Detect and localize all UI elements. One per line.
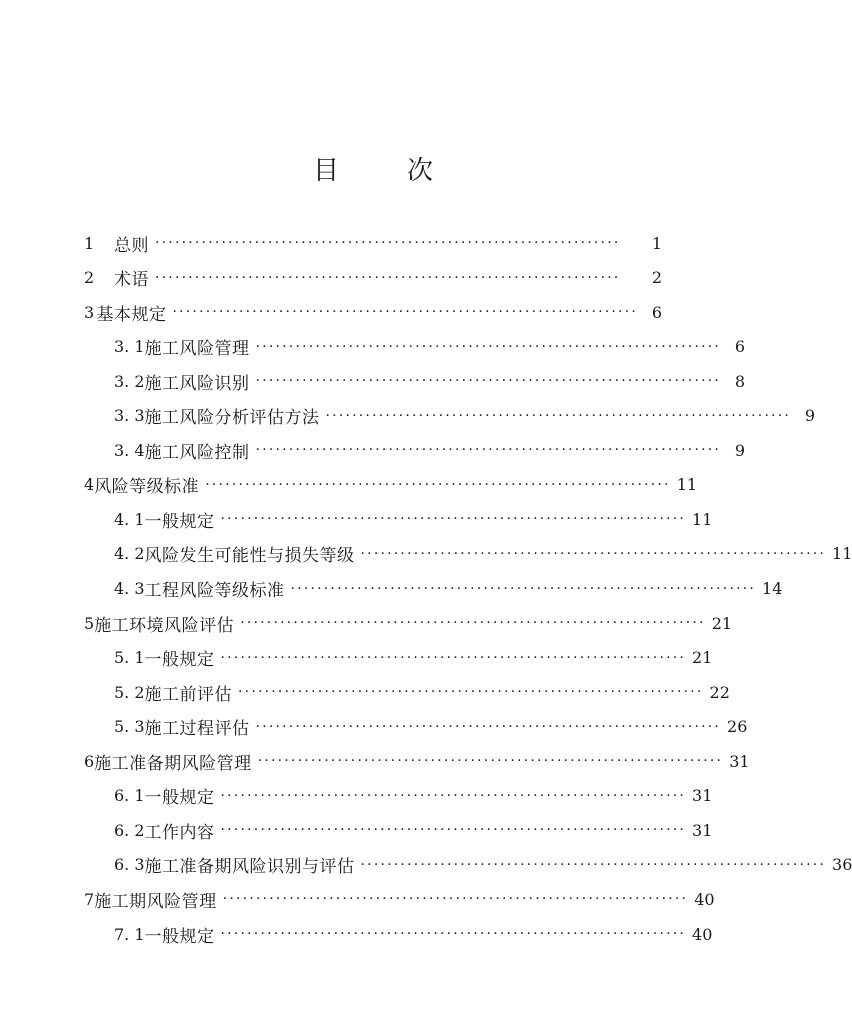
toc-entry-label: 施工准备期风险识别与评估 — [144, 857, 355, 878]
toc-dot-leader: ······································································ — [255, 718, 722, 735]
toc-dot-leader: ······································································ — [220, 649, 687, 666]
toc-chapter-entry[interactable] — [84, 744, 750, 778]
toc-entry-number: 6. 2 — [114, 820, 145, 840]
toc-entry-label: 施工前评估 — [144, 684, 233, 705]
toc-entry-page-number: 9 — [804, 406, 816, 426]
toc-entry-label: 基本规定 — [96, 304, 167, 325]
toc-section-entry[interactable] — [84, 433, 746, 467]
toc-section-entry[interactable] — [84, 813, 713, 847]
toc-entry-label: 施工风险分析评估方法 — [144, 408, 320, 429]
toc-chapter-entry[interactable] — [84, 295, 662, 329]
toc-entry-page-number: 11 — [676, 475, 698, 495]
toc-entry-page-number: 31 — [692, 820, 713, 840]
toc-section-entry[interactable] — [84, 710, 748, 744]
toc-entry-page-number: 8 — [734, 371, 746, 391]
toc-entry-page-number: 21 — [692, 648, 713, 668]
toc-entry-label: 施工风险识别 — [144, 373, 250, 394]
toc-entry-page-number: 26 — [727, 717, 748, 737]
toc-chapter-entry[interactable] — [84, 882, 715, 916]
toc-entry-label: 施工环境风险评估 — [94, 615, 235, 636]
toc-dot-leader: ······································································ — [290, 580, 757, 597]
toc-entry-number: 6. 3 — [114, 855, 145, 875]
toc-entry-page-number: 9 — [734, 440, 746, 460]
toc-entry-label: 一般规定 — [144, 650, 215, 671]
toc-dot-leader: ······································································ — [172, 304, 638, 321]
toc-dot-leader: ······································································ — [360, 545, 827, 562]
toc-section-entry[interactable] — [84, 641, 713, 675]
toc-entry-page-number: 31 — [729, 751, 750, 771]
toc-entry-page-number: 31 — [692, 786, 713, 806]
toc-dot-leader: ······································································ — [220, 787, 687, 804]
toc-dot-leader: ······································································ — [255, 442, 722, 459]
toc-entry-page-number: 22 — [709, 682, 730, 702]
toc-entry-label: 施工过程评估 — [144, 719, 250, 740]
toc-entry-number: 3. 4 — [114, 440, 145, 460]
toc-section-entry[interactable] — [84, 917, 713, 951]
toc-entry-label: 一般规定 — [144, 926, 215, 947]
toc-entry-label: 一般规定 — [144, 511, 215, 532]
toc-dot-leader: ······································································ — [255, 338, 722, 355]
toc-section-entry[interactable] — [84, 330, 746, 364]
toc-section-entry[interactable] — [84, 675, 730, 709]
toc-chapter-entry[interactable] — [84, 261, 662, 295]
toc-section-entry[interactable] — [84, 848, 852, 882]
toc-chapter-entry[interactable] — [84, 226, 662, 260]
toc-dot-leader: ······································································ — [220, 926, 687, 942]
toc-chapter-entry[interactable] — [84, 468, 698, 502]
toc-entry-page-number: 14 — [762, 579, 783, 598]
toc-section-entry[interactable] — [84, 364, 746, 398]
toc-entry-number: 1 — [84, 233, 95, 253]
toc-entry-page-number: 40 — [694, 889, 715, 909]
toc-dot-leader: ······································································ — [240, 615, 706, 632]
toc-entry-page-number: 11 — [692, 509, 713, 529]
toc-dot-leader: ······································································ — [220, 511, 687, 528]
toc-entry-number: 3. 3 — [114, 406, 145, 426]
toc-entry-page-number: 40 — [692, 924, 713, 944]
toc-entry-label: 施工准备期风险管理 — [94, 753, 252, 774]
toc-dot-leader: ······································································ — [238, 684, 704, 701]
toc-entry-label: 术语 — [114, 270, 149, 291]
toc-entry-number: 4. 1 — [114, 509, 145, 529]
toc-entry-label: 总则 — [114, 235, 149, 256]
toc-entry-number: 6. 1 — [114, 786, 145, 806]
toc-section-entry[interactable] — [84, 572, 783, 606]
toc-entry-number: 4 — [84, 475, 95, 495]
toc-entry-label: 一般规定 — [144, 788, 215, 809]
toc-entry-page-number: 21 — [711, 613, 733, 633]
toc-title-char-2: 次 — [407, 156, 434, 186]
toc-section-entry[interactable] — [84, 399, 816, 433]
toc-section-entry[interactable] — [84, 537, 852, 571]
toc-entry-number: 5. 1 — [114, 648, 145, 668]
toc-entry-label: 施工风险管理 — [144, 339, 250, 360]
toc-title-char-1: 目 — [312, 156, 339, 186]
toc-chapter-entry[interactable] — [84, 606, 733, 640]
toc-dot-leader: ······································································ — [360, 856, 827, 873]
toc-entry-number: 3. 1 — [114, 337, 145, 357]
toc-entry-number: 2 — [84, 268, 95, 288]
toc-entry-page-number: 2 — [651, 268, 662, 288]
toc-entry-number: 5 — [84, 613, 95, 633]
toc-entry-label: 风险等级标准 — [94, 477, 200, 498]
toc-entry-label: 施工期风险管理 — [94, 891, 217, 912]
toc-entry-number: 4. 2 — [114, 544, 145, 564]
toc-entry-label: 施工风险控制 — [144, 442, 250, 463]
toc-entry-label: 工作内容 — [144, 822, 215, 843]
toc-entry-number: 6 — [84, 751, 95, 771]
toc-entry-number: 5. 2 — [114, 682, 145, 702]
toc-entry-number: 3. 2 — [114, 371, 145, 391]
toc-entry-page-number: 1 — [651, 233, 662, 253]
toc-section-entry[interactable] — [84, 502, 713, 536]
toc-dot-leader: ······································································ — [155, 235, 621, 251]
toc-dot-leader: ······································································ — [155, 269, 621, 286]
toc-entry-number: 4. 3 — [114, 579, 145, 598]
toc-dot-leader: ······································································ — [220, 822, 687, 839]
toc-entry-page-number: 6 — [734, 337, 746, 357]
toc-entry-page-number: 6 — [651, 302, 662, 322]
toc-entry-page-number: 11 — [832, 544, 852, 564]
toc-dot-leader: ······································································ — [205, 476, 671, 493]
toc-entry-number: 5. 3 — [114, 717, 145, 737]
toc-entry-page-number: 36 — [832, 855, 852, 875]
toc-dot-leader: ······································································ — [255, 373, 722, 390]
toc-entry-label: 风险发生可能性与损失等级 — [144, 546, 355, 567]
toc-section-entry[interactable] — [84, 779, 713, 813]
toc-entry-number: 3 — [84, 302, 95, 322]
toc-dot-leader: ······································································ — [257, 753, 724, 770]
toc-entry-number: 7. 1 — [114, 924, 145, 944]
toc-dot-leader: ······································································ — [325, 407, 792, 424]
toc-dot-leader: ······································································ — [222, 891, 689, 908]
toc-entry-number: 7 — [84, 889, 95, 909]
toc-title — [0, 150, 746, 187]
toc-entry-label: 工程风险等级标准 — [144, 581, 285, 601]
